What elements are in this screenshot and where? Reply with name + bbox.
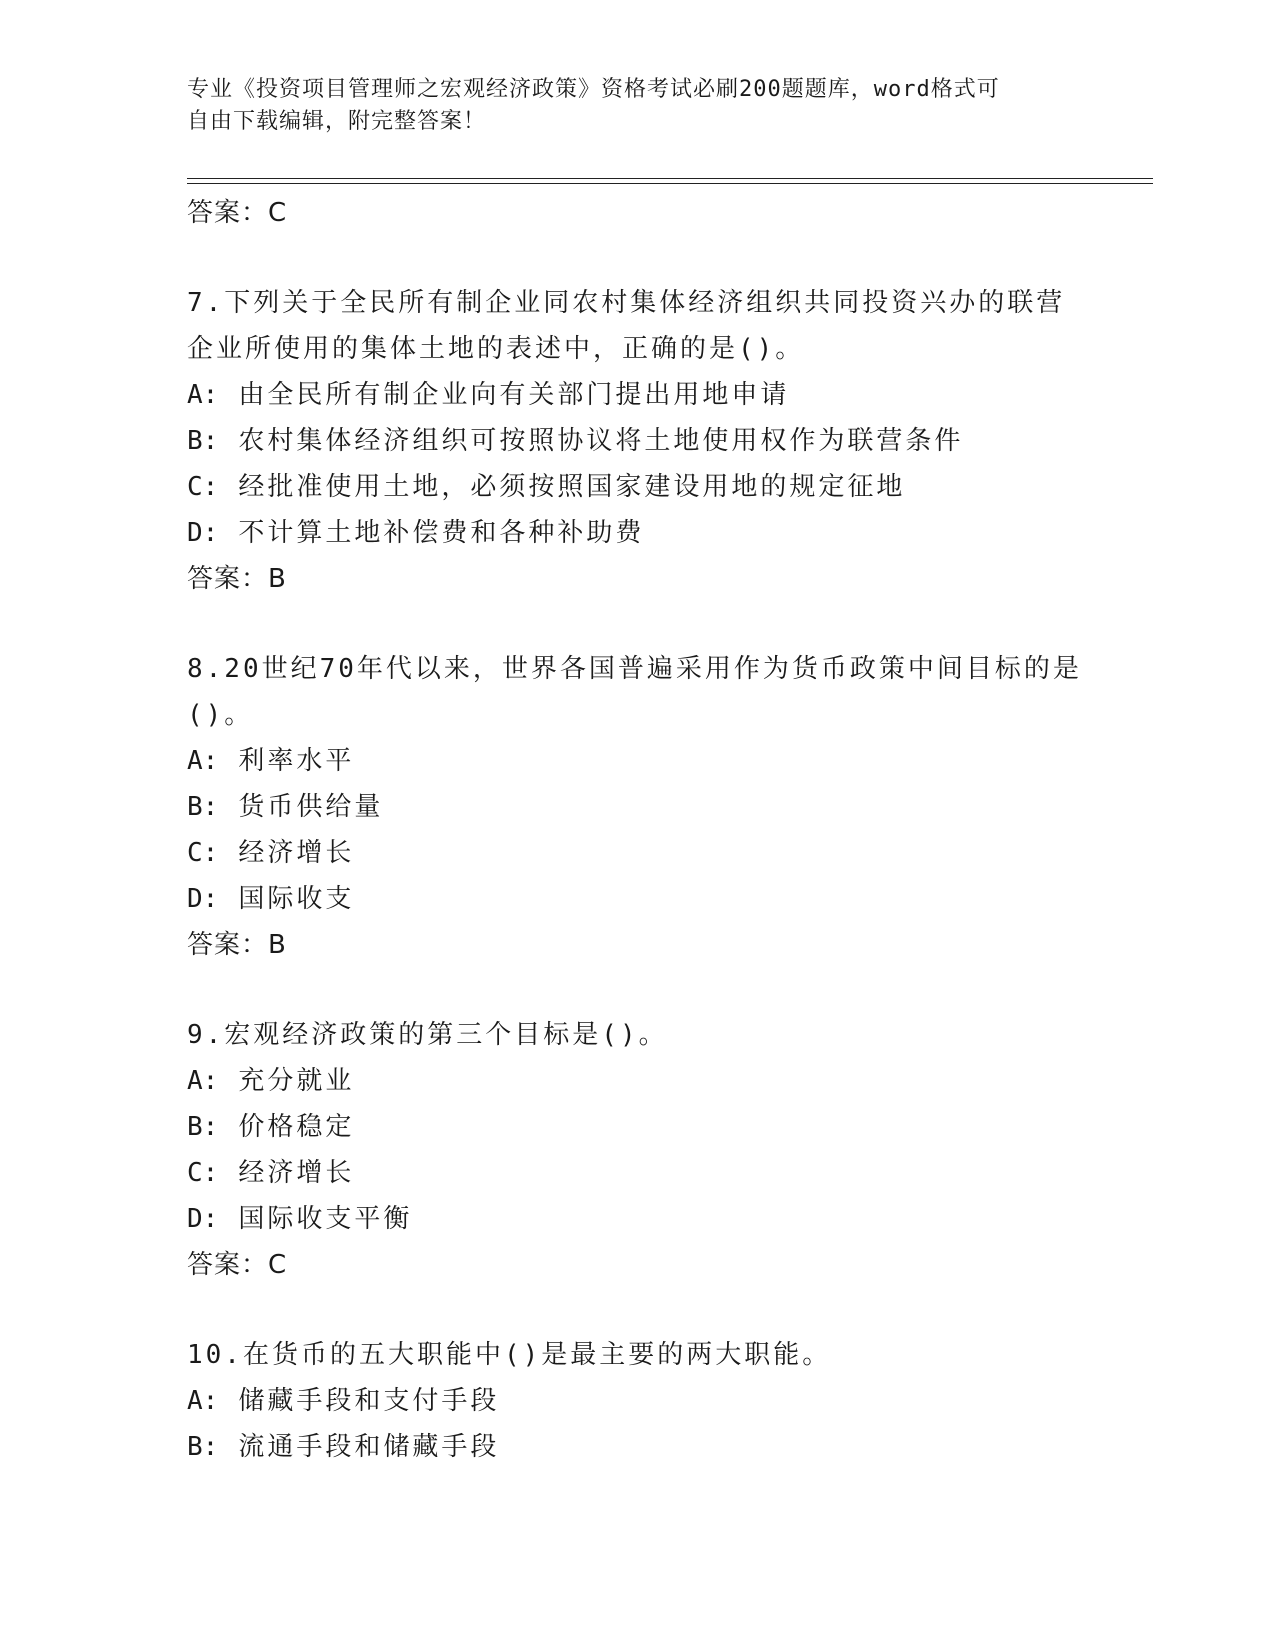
question-list	[187, 190, 1087, 1470]
option-key: D:	[187, 1204, 219, 1234]
option-b	[187, 418, 1087, 464]
option-b	[187, 1104, 1087, 1150]
option-key: A:	[187, 1066, 219, 1096]
header-line-1: 专业《投资项目管理师之宏观经济政策》资格考试必刷200题题库，word格式可	[187, 77, 1000, 102]
option-text: 经济增长	[238, 838, 355, 868]
option-text: 由全民所有制企业向有关部门提出用地申请	[238, 380, 790, 410]
option-key: A:	[187, 1386, 219, 1416]
option-a	[187, 1378, 1087, 1424]
question-stem: 10.在货币的五大职能中()是最主要的两大职能。	[187, 1340, 832, 1370]
question-item	[187, 1332, 1087, 1470]
option-key: B:	[187, 1112, 219, 1142]
option-text: 经济增长	[238, 1158, 355, 1188]
question-item	[187, 646, 1087, 968]
option-key: B:	[187, 792, 219, 822]
option-text: 价格稳定	[238, 1112, 355, 1142]
option-text: 利率水平	[238, 746, 355, 776]
option-key: C:	[187, 1158, 219, 1188]
option-a	[187, 1058, 1087, 1104]
option-b	[187, 784, 1087, 830]
option-key: C:	[187, 472, 219, 502]
option-c	[187, 1150, 1087, 1196]
option-text: 国际收支平衡	[238, 1204, 413, 1234]
answer-line: 答案：C	[187, 1250, 288, 1280]
option-text: 充分就业	[238, 1066, 355, 1096]
option-c	[187, 830, 1087, 876]
header-rule-bottom	[187, 183, 1153, 184]
option-c	[187, 464, 1087, 510]
option-text: 经批准使用土地，必须按照国家建设用地的规定征地	[238, 472, 906, 502]
option-d	[187, 876, 1087, 922]
answer-line: 答案：B	[187, 564, 287, 594]
option-key: A:	[187, 746, 219, 776]
header-rule-top	[187, 178, 1153, 179]
question-stem: 7.下列关于全民所有制企业同农村集体经济组织共同投资兴办的联营企业所使用的集体土地的表述中，正确的是()。	[187, 288, 1066, 364]
option-key: B:	[187, 1432, 219, 1462]
option-key: D:	[187, 518, 219, 548]
option-text: 国际收支	[238, 884, 355, 914]
option-text: 储藏手段和支付手段	[238, 1386, 500, 1416]
option-key: D:	[187, 884, 219, 914]
option-key: A:	[187, 380, 219, 410]
option-a	[187, 738, 1087, 784]
option-b	[187, 1424, 1087, 1470]
question-stem: 9.宏观经济政策的第三个目标是()。	[187, 1020, 668, 1050]
question-item	[187, 280, 1087, 602]
option-text: 不计算土地补偿费和各种补助费	[238, 518, 645, 548]
option-key: B:	[187, 426, 219, 456]
answer-line: 答案：C	[187, 198, 288, 228]
option-text: 流通手段和储藏手段	[238, 1432, 500, 1462]
option-d	[187, 1196, 1087, 1242]
answer-line: 答案：B	[187, 930, 287, 960]
option-d	[187, 510, 1087, 556]
option-text: 农村集体经济组织可按照协议将土地使用权作为联营条件	[238, 426, 964, 456]
document-header	[187, 74, 1087, 138]
option-a	[187, 372, 1087, 418]
option-text: 货币供给量	[238, 792, 384, 822]
question-item	[187, 1012, 1087, 1288]
option-key: C:	[187, 838, 219, 868]
header-line-2: 自由下载编辑，附完整答案！	[187, 109, 487, 134]
question-stem: 8.20世纪70年代以来，世界各国普遍采用作为货币政策中间目标的是()。	[187, 654, 1082, 730]
